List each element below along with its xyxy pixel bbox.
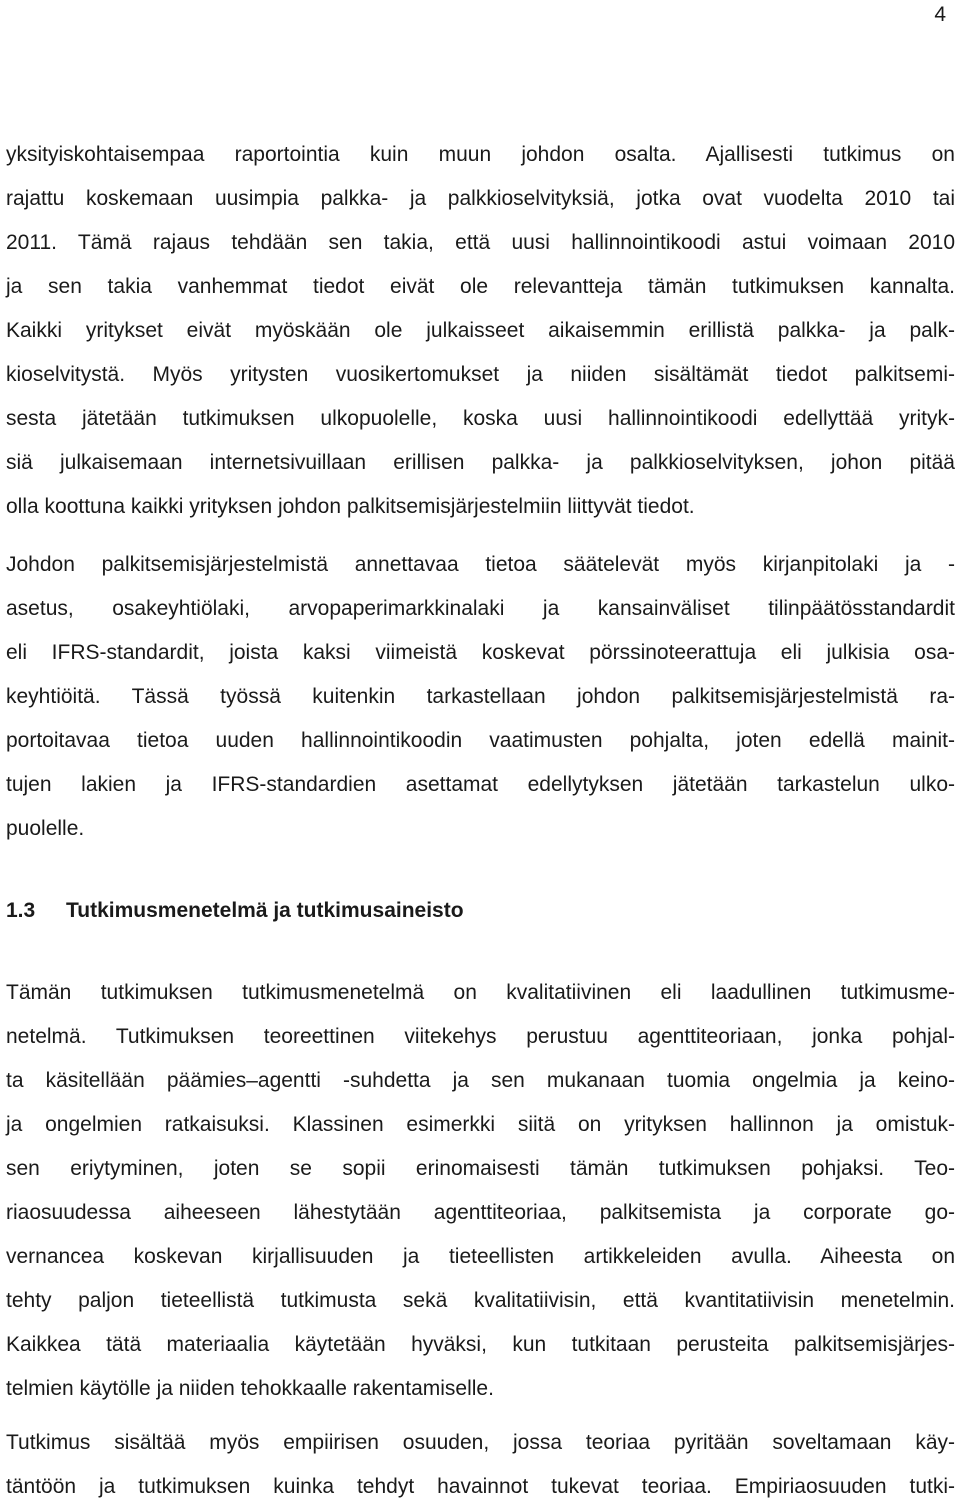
section-number: 1.3 <box>6 899 36 922</box>
text-line: siä julkaisemaan internetsivuillaan erillisen palkka- ja palkkioselvityksen, johon pitää <box>6 451 955 474</box>
section-heading <box>6 896 464 926</box>
text-line: portoitavaa tietoa uuden hallinnointikoodin vaatimusten pohjalta, joten edellä mainit- <box>6 729 955 752</box>
text-line: yksityiskohtaisempaa raportointia kuin muun johdon osalta. Ajallisesti tutkimus on <box>6 143 955 166</box>
text-line: Kaikki yritykset eivät myöskään ole julkaisseet aikaisemmin erillistä palkka- ja palk- <box>6 319 955 342</box>
text-line: puolelle. <box>6 817 85 840</box>
text-line: asetus, osakeyhtiölaki, arvopaperimarkkinalaki ja kansainväliset tilinpäätösstandardit <box>6 597 955 620</box>
text-line: Tutkimus sisältää myös empiirisen osuuden, jossa teoriaa pyritään soveltamaan käy- <box>6 1431 955 1454</box>
text-line: sen eriytyminen, joten se sopii erinomaisesti tämän tutkimuksen pohjaksi. Teo- <box>6 1157 955 1180</box>
text-line: sesta jätetään tutkimuksen ulkopuolelle, koska uusi hallinnointikoodi edellyttää yrityk- <box>6 407 955 430</box>
text-line: Johdon palkitsemisjärjestelmistä annettavaa tietoa säätelevät myös kirjanpitolaki ja - <box>6 553 955 576</box>
text-line: Kaikkea tätä materiaalia käytetään hyväksi, kun tutkitaan perusteita palkitsemisjärjes- <box>6 1333 955 1356</box>
text-line: täntöön ja tutkimuksen kuinka tehdyt havainnot tukevat teoriaa. Empiriaosuuden tutki- <box>6 1475 955 1498</box>
section-title: Tutkimusmenetelmä ja tutkimusaineisto <box>66 899 464 922</box>
text-line: keyhtiöitä. Tässä työssä kuitenkin tarkastellaan johdon palkitsemisjärjestelmistä ra- <box>6 685 955 708</box>
text-line: Tämän tutkimuksen tutkimusmenetelmä on kvalitatiivinen eli laadullinen tutkimusme- <box>6 981 955 1004</box>
text-line: 2011. Tämä rajaus tehdään sen takia, että uusi hallinnointikoodi astui voimaan 2010 <box>6 231 955 254</box>
text-line: ja sen takia vanhemmat tiedot eivät ole relevantteja tämän tutkimuksen kannalta. <box>6 275 955 298</box>
text-line: riaosuudessa aiheeseen lähestytään agenttiteoriaa, palkitsemista ja corporate go- <box>6 1201 955 1224</box>
text-line: telmien käytölle ja niiden tehokkaalle rakentamiselle. <box>6 1377 494 1400</box>
text-line: netelmä. Tutkimuksen teoreettinen viitekehys perustuu agenttiteoriaan, jonka pohjal- <box>6 1025 955 1048</box>
text-line: ta käsitellään päämies–agentti -suhdetta ja sen mukanaan tuomia ongelmia ja keino- <box>6 1069 955 1092</box>
text-line: eli IFRS-standardit, joista kaksi viimeistä koskevat pörssinoteerattuja eli julkisia osa- <box>6 641 955 664</box>
text-line: rajattu koskemaan uusimpia palkka- ja palkkioselvityksiä, jotka ovat vuodelta 2010 tai <box>6 187 955 210</box>
text-line: tehty paljon tieteellistä tutkimusta sekä kvalitatiivisin, että kvantitatiivisin menetelmin. <box>6 1289 955 1312</box>
page-number: 4 <box>934 3 946 26</box>
text-line: olla koottuna kaikki yrityksen johdon palkitsemisjärjestelmiin liittyvät tiedot. <box>6 495 695 518</box>
text-line: kioselvitystä. Myös yritysten vuosikertomukset ja niiden sisältämät tiedot palkitsemi- <box>6 363 955 386</box>
text-line: vernancea koskevan kirjallisuuden ja tieteellisten artikkeleiden avulla. Aiheesta on <box>6 1245 955 1268</box>
text-line: tujen lakien ja IFRS-standardien asettamat edellytyksen jätetään tarkastelun ulko- <box>6 773 955 796</box>
text-line: ja ongelmien ratkaisuksi. Klassinen esimerkki siitä on yrityksen hallinnon ja omistuk- <box>6 1113 955 1136</box>
